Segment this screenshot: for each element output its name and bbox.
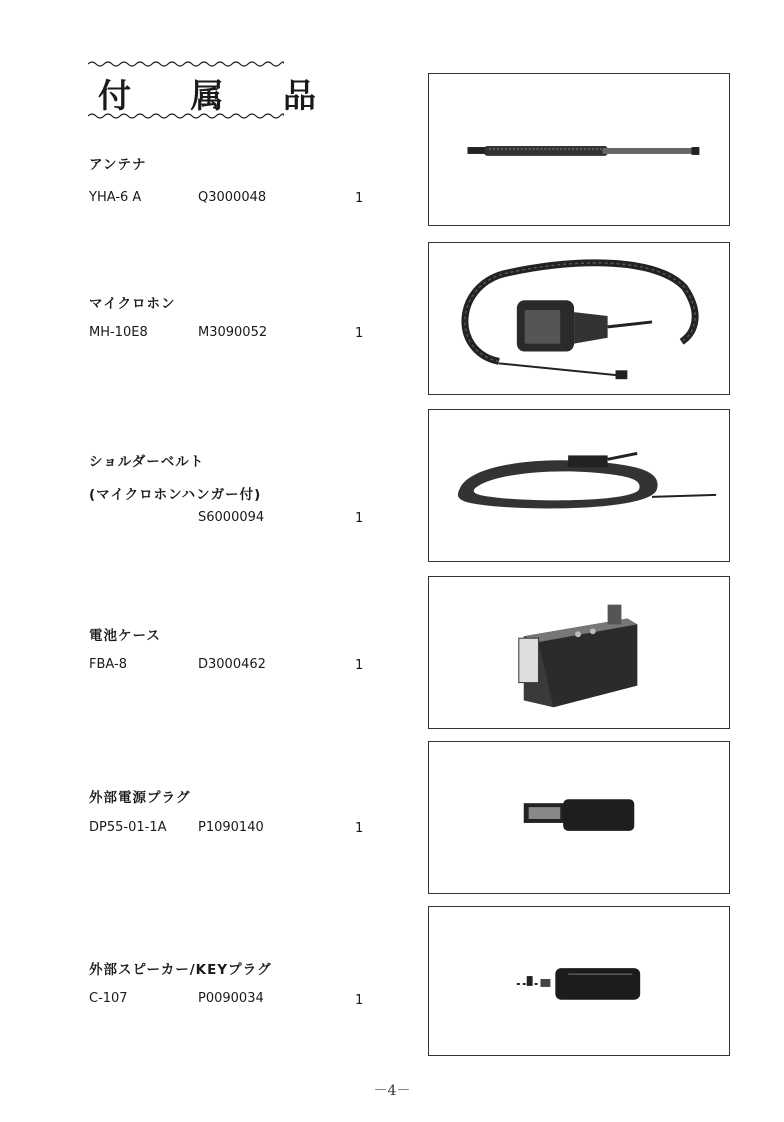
item-code: S6000094 — [198, 510, 265, 525]
wavy-rule-top — [88, 60, 284, 68]
item-name: 電池ケース — [89, 628, 161, 644]
item-model: YHA-6 A — [89, 190, 142, 205]
item-qty: 1 — [355, 993, 364, 1008]
item-code: Q3000048 — [198, 190, 267, 205]
item-name-note: (マイクロホンハンガー付) — [89, 487, 262, 503]
item-code: M3090052 — [198, 325, 268, 340]
item-qty: 1 — [355, 658, 364, 673]
item-model: MH-10E8 — [89, 325, 148, 340]
shoulder-belt-photo — [428, 409, 730, 562]
battery-case-photo — [428, 576, 730, 729]
item-name: 外部電源プラグ — [89, 790, 191, 806]
item-name: マイクロホン — [89, 296, 176, 312]
item-name: アンテナ — [89, 157, 147, 173]
item-qty: 1 — [355, 821, 364, 836]
item-model: DP55-01-1A — [89, 820, 167, 835]
speaker-key-plug-photo — [428, 906, 730, 1056]
item-model: FBA-8 — [89, 657, 127, 672]
item-qty: 1 — [355, 511, 364, 526]
item-code: P1090140 — [198, 820, 264, 835]
item-model: C-107 — [89, 991, 128, 1006]
antenna-photo — [428, 73, 730, 226]
item-qty: 1 — [355, 191, 364, 206]
page-title: 付 属 品 — [98, 76, 340, 115]
item-name: 外部スピーカー/KEYプラグ — [89, 962, 272, 978]
dc-plug-photo — [428, 741, 730, 894]
item-qty: 1 — [355, 326, 364, 341]
item-name: ショルダーベルト — [89, 454, 205, 470]
page-number: －4－ — [373, 1083, 411, 1099]
section-title-block — [88, 60, 340, 120]
microphone-photo — [428, 242, 730, 395]
wavy-rule-bottom — [88, 112, 284, 120]
item-code: P0090034 — [198, 991, 264, 1006]
item-code: D3000462 — [198, 657, 266, 672]
